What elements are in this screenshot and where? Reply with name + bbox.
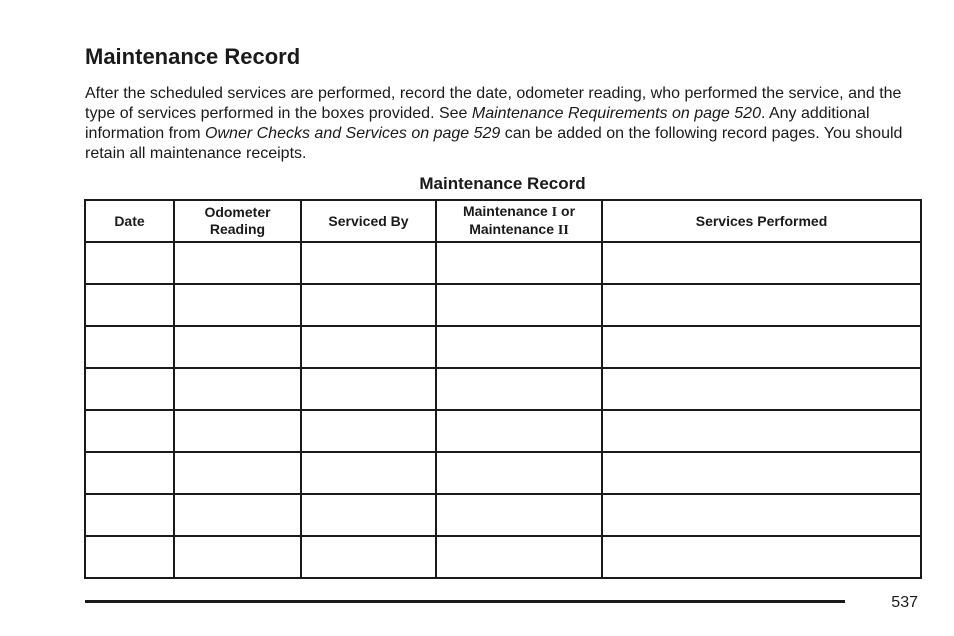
intro-paragraph [85,84,925,164]
cell-services-performed [602,410,921,452]
cell-date [85,536,174,578]
cell-services-performed [602,368,921,410]
reference-owner-checks: Owner Checks and Services on page 529 [205,125,501,142]
cell-serviced-by [301,536,436,578]
header-maint-or: or [557,203,576,219]
header-odometer-line1: Odometer [204,204,271,220]
table-caption: Maintenance Record [419,174,586,193]
footer-rule [85,600,845,603]
header-maint-roman-1: I [551,205,558,220]
table-row [85,410,921,452]
section-title: Maintenance Record [85,44,301,69]
cell-date [85,410,174,452]
cell-odometer [174,452,301,494]
header-services-performed: Services Performed [602,200,921,242]
cell-services-performed [602,242,921,284]
header-maintenance-type [436,200,602,242]
table-row [85,368,921,410]
cell-odometer [174,284,301,326]
cell-services-performed [602,536,921,578]
cell-date [85,452,174,494]
cell-maintenance-type [436,242,602,284]
cell-serviced-by [301,326,436,368]
cell-maintenance-type [436,494,602,536]
cell-maintenance-type [436,368,602,410]
table-row [85,452,921,494]
cell-serviced-by [301,368,436,410]
cell-odometer [174,326,301,368]
table-row [85,326,921,368]
table-header-row [85,200,921,242]
reference-maintenance-requirements: Maintenance Requirements on page 520 [471,105,761,122]
cell-odometer [174,536,301,578]
cell-maintenance-type [436,410,602,452]
header-maint-line1: Maintenance [462,203,552,219]
cell-maintenance-type [436,452,602,494]
cell-serviced-by [301,242,436,284]
header-odometer-line2: Reading [209,221,266,237]
cell-date [85,368,174,410]
cell-services-performed [602,326,921,368]
cell-serviced-by [301,494,436,536]
table-body [85,242,921,578]
header-maint-roman-2: II [557,223,569,238]
cell-serviced-by [301,452,436,494]
header-maint-line2: Maintenance [469,221,558,237]
table-row [85,494,921,536]
cell-services-performed [602,452,921,494]
cell-date [85,242,174,284]
cell-serviced-by [301,284,436,326]
cell-odometer [174,368,301,410]
header-serviced-by: Serviced By [301,200,436,242]
cell-maintenance-type [436,284,602,326]
cell-maintenance-type [436,326,602,368]
cell-date [85,284,174,326]
table-row [85,536,921,578]
maintenance-record-table [84,199,922,579]
cell-date [85,326,174,368]
table-row [85,242,921,284]
page-number: 537 [891,594,918,611]
table-row [85,284,921,326]
intro-text-3: can be added on the following record pages. You should retain all maintenance receipts. [85,125,903,162]
cell-services-performed [602,494,921,536]
intro-text-1: After the scheduled services are performed, record the date, odometer reading, who performed the service, and the type of services performed in the boxes provided. See [85,85,902,122]
intro-text-2: . Any additional information from [85,105,870,142]
header-date: Date [85,200,174,242]
cell-services-performed [602,284,921,326]
cell-serviced-by [301,410,436,452]
cell-maintenance-type [436,536,602,578]
cell-odometer [174,242,301,284]
header-odometer-reading [174,200,301,242]
cell-odometer [174,410,301,452]
cell-date [85,494,174,536]
cell-odometer [174,494,301,536]
